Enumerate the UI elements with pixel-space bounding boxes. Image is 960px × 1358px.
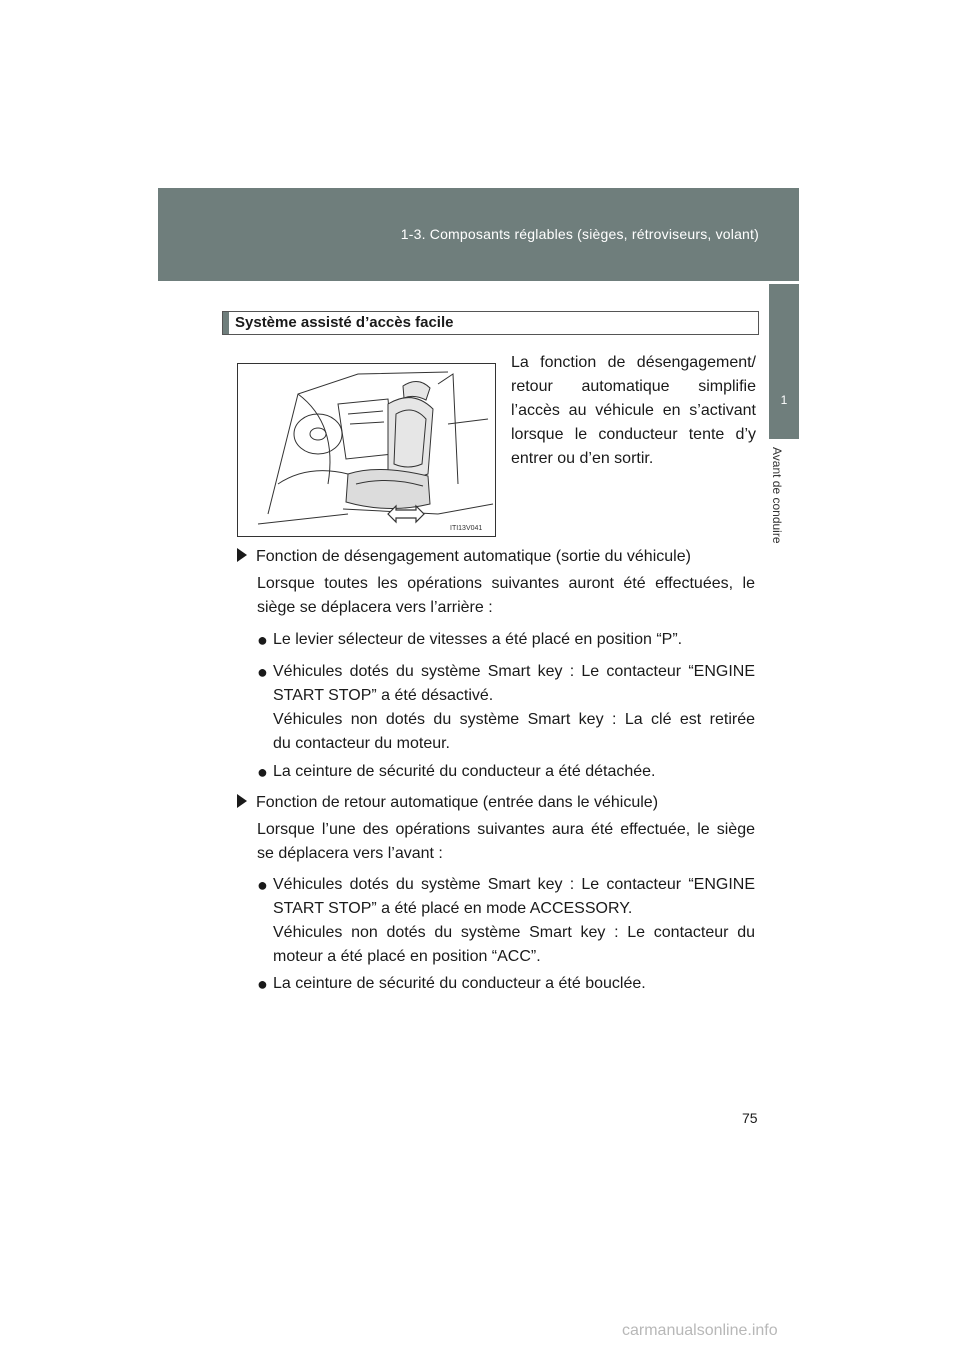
page-number: 75 xyxy=(742,1110,758,1126)
exit-description xyxy=(257,572,755,620)
chapter-side-label xyxy=(770,447,798,567)
bullet-dot-icon: ● xyxy=(257,662,268,682)
intro-line: retour automatique simplifie xyxy=(511,378,756,395)
section-heading-box xyxy=(222,311,759,335)
intro-line: lorsque le conducteur tente d’y xyxy=(511,426,756,443)
chapter-number: 1 xyxy=(780,393,788,407)
entry-function-title xyxy=(237,792,658,814)
text-line: se déplacera vers l’avant : xyxy=(257,845,443,862)
chapter-heading: 1-3. Composants réglables (sièges, rétroviseurs, volant) xyxy=(400,226,759,242)
watermark: carmanualsonline.info xyxy=(622,1322,778,1339)
exit-function-title xyxy=(237,546,691,568)
section-title: Système assisté d’accès facile xyxy=(235,314,454,331)
section-marker xyxy=(223,312,229,334)
triangle-arrow-icon xyxy=(237,548,247,562)
text-line: START STOP” a été placé en mode ACCESSORY. xyxy=(273,900,633,917)
text-line: La ceinture de sécurité du conducteur a été bouclée. xyxy=(273,975,646,992)
text-line: La ceinture de sécurité du conducteur a été détachée. xyxy=(273,763,656,780)
bullet-dot-icon: ● xyxy=(257,974,268,994)
text-line: Le levier sélecteur de vitesses a été placé en position “P”. xyxy=(273,631,683,648)
illustration-code: ITI13V041 xyxy=(450,525,483,532)
entry-function-title-text: Fonction de retour automatique (entrée dans le véhicule) xyxy=(256,794,659,811)
text-line: Véhicules non dotés du système Smart key : Le contacteur du xyxy=(273,924,755,941)
chapter-side-label-text: Avant de conduire xyxy=(770,447,784,544)
seat-illustration xyxy=(237,363,496,537)
text-line: siège se déplacera vers l’arrière : xyxy=(257,599,493,616)
chapter-tab xyxy=(769,284,799,439)
text-line: START STOP” a été désactivé. xyxy=(273,687,494,704)
intro-line: La fonction de désengagement/ xyxy=(511,354,756,371)
text-line: Véhicules non dotés du système Smart key : La clé est retirée xyxy=(273,711,755,728)
text-line: moteur a été placé en position “ACC”. xyxy=(273,948,541,965)
bullet-dot-icon: ● xyxy=(257,875,268,895)
text-line: Véhicules dotés du système Smart key : Le contacteur “ENGINE xyxy=(273,876,755,893)
header-band xyxy=(158,188,799,281)
text-line: Lorsque toutes les opérations suivantes auront été effectuées, le xyxy=(257,575,755,592)
text-line: Véhicules dotés du système Smart key : Le contacteur “ENGINE xyxy=(273,663,755,680)
entry-description xyxy=(257,818,755,866)
exit-function-title-text: Fonction de désengagement automatique (sortie du véhicule) xyxy=(256,548,691,565)
intro-line: entrer ou d’en sortir. xyxy=(511,450,654,467)
seat-drawing xyxy=(238,364,495,536)
intro-line: l’accès au véhicule en s’activant xyxy=(511,402,756,419)
bullet-dot-icon: ● xyxy=(257,762,268,782)
text-line: du contacteur du moteur. xyxy=(273,735,450,752)
intro-paragraph xyxy=(511,351,756,471)
triangle-arrow-icon xyxy=(237,794,247,808)
text-line: Lorsque l’une des opérations suivantes aura été effectuée, le siège xyxy=(257,821,755,838)
bullet-dot-icon: ● xyxy=(257,630,268,650)
